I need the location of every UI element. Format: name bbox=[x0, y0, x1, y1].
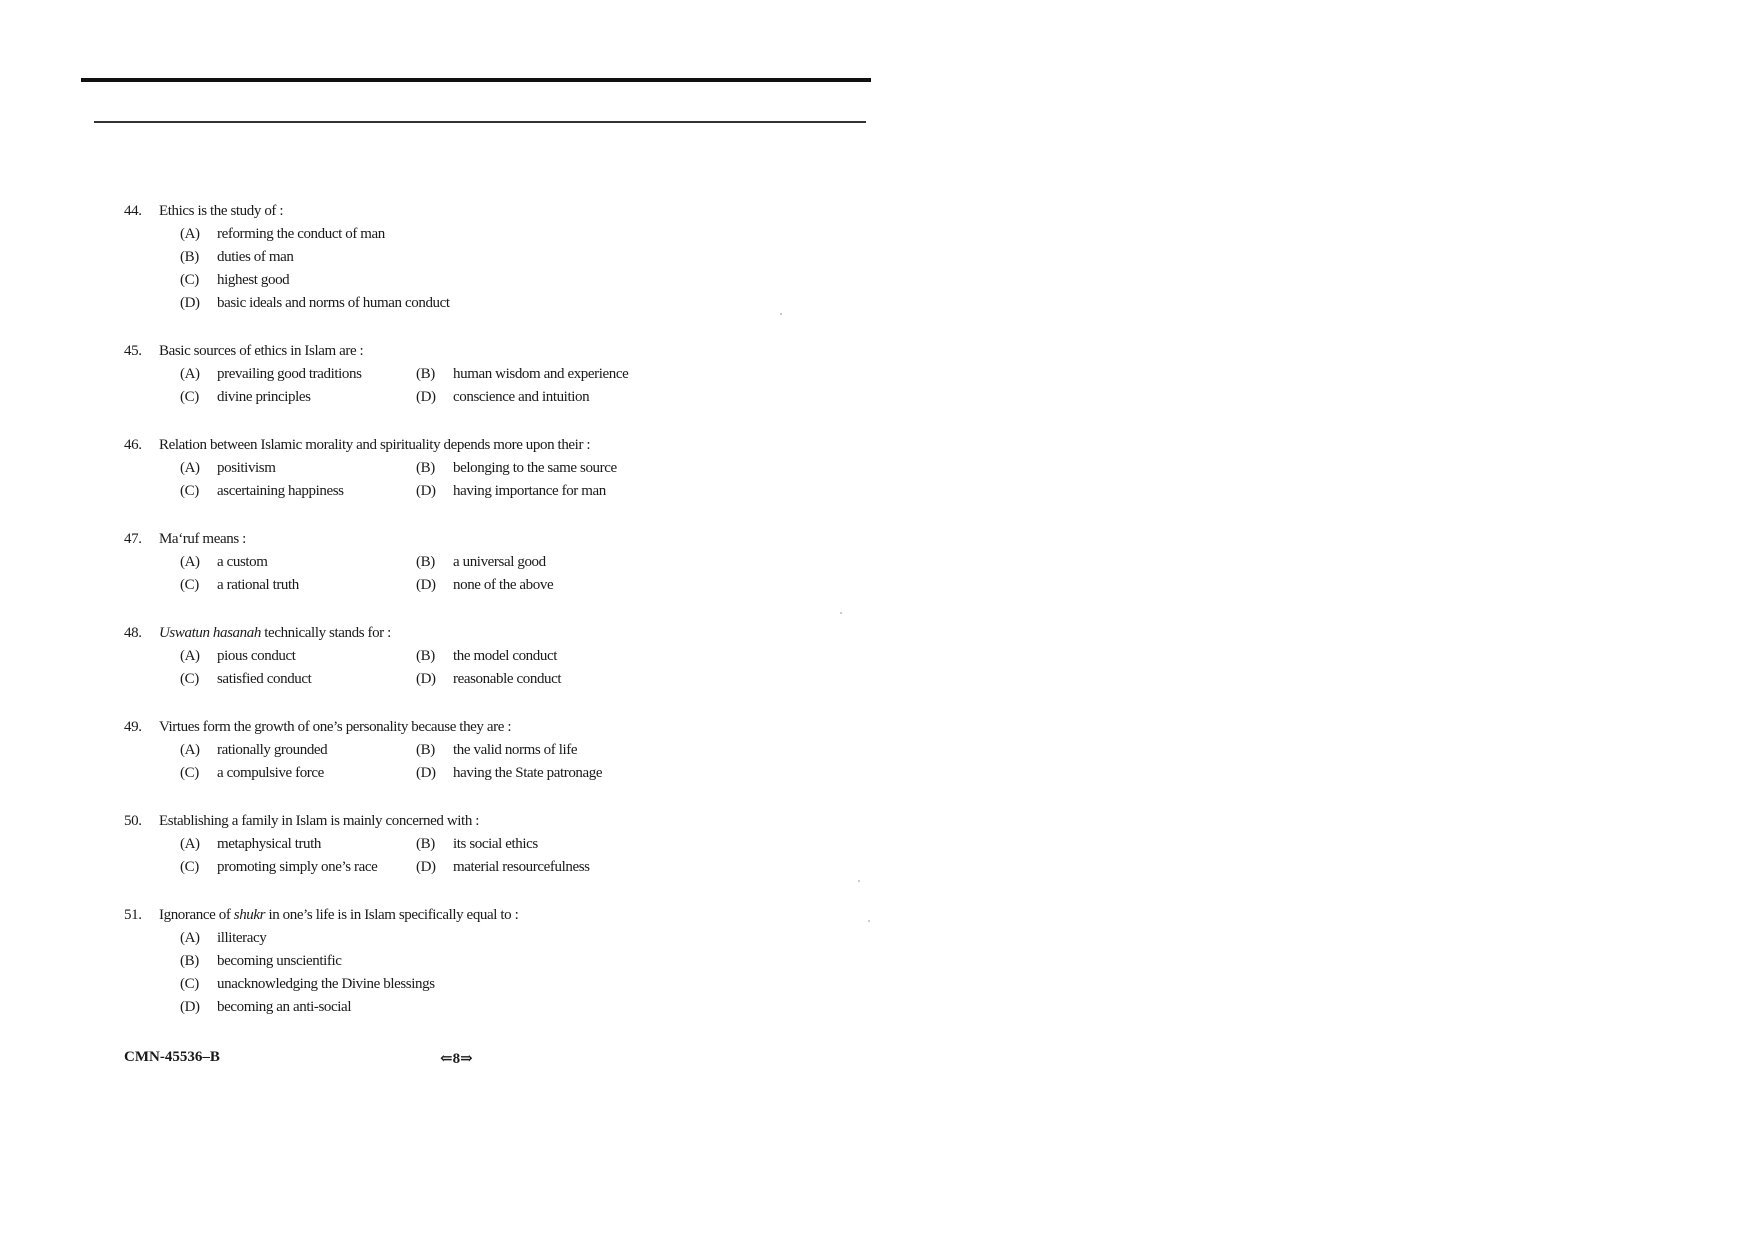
option-a bbox=[180, 457, 416, 480]
option-label: (D) bbox=[416, 577, 436, 593]
question-number: 47. bbox=[124, 531, 142, 547]
option-text: a universal good bbox=[453, 554, 546, 570]
top-rule bbox=[81, 78, 871, 82]
option-text: metaphysical truth bbox=[217, 836, 322, 852]
option-text: illiteracy bbox=[217, 930, 267, 946]
option-label: (D) bbox=[416, 483, 436, 499]
option-text: pious conduct bbox=[217, 648, 296, 664]
option-text: belonging to the same source bbox=[453, 460, 617, 476]
option-a bbox=[180, 645, 416, 668]
question-text-before: Ignorance of bbox=[159, 907, 234, 923]
question-45 bbox=[124, 340, 844, 409]
scan-speck bbox=[858, 880, 860, 882]
scan-speck bbox=[840, 612, 842, 614]
option-label: (A) bbox=[180, 742, 200, 758]
option-b bbox=[416, 551, 696, 574]
question-number: 50. bbox=[124, 813, 142, 829]
question-text: Ethics is the study of : bbox=[159, 203, 284, 219]
option-text: basic ideals and norms of human conduct bbox=[217, 295, 450, 311]
option-a bbox=[180, 739, 416, 762]
option-label: (D) bbox=[180, 999, 200, 1015]
option-label: (C) bbox=[180, 272, 199, 288]
question-text: Relation between Islamic morality and spirituality depends more upon their : bbox=[159, 437, 591, 453]
option-label: (C) bbox=[180, 389, 199, 405]
option-text: divine principles bbox=[217, 389, 311, 405]
option-c bbox=[180, 386, 416, 409]
option-text: promoting simply one’s race bbox=[217, 859, 378, 875]
option-label: (B) bbox=[180, 249, 199, 265]
option-label: (B) bbox=[416, 366, 435, 382]
option-label: (C) bbox=[180, 483, 199, 499]
option-text: becoming an anti-social bbox=[217, 999, 352, 1015]
second-rule bbox=[94, 121, 866, 123]
option-label: (B) bbox=[416, 460, 435, 476]
question-text: Ma‘ruf means : bbox=[159, 531, 246, 547]
question-text-rest: in one’s life is in Islam specifically equal to : bbox=[265, 907, 519, 923]
option-text: its social ethics bbox=[453, 836, 538, 852]
option-d bbox=[416, 762, 696, 785]
option-text: highest good bbox=[217, 272, 290, 288]
option-d bbox=[416, 574, 696, 597]
option-text: becoming unscientific bbox=[217, 953, 342, 969]
option-c bbox=[180, 762, 416, 785]
option-label: (D) bbox=[416, 859, 436, 875]
option-b bbox=[416, 363, 696, 386]
page-number: ⇐8⇒ bbox=[440, 1051, 473, 1067]
question-49 bbox=[124, 716, 844, 785]
option-text: the model conduct bbox=[453, 648, 558, 664]
option-text: positivism bbox=[217, 460, 276, 476]
question-text: Virtues form the growth of one’s personality because they are : bbox=[159, 719, 512, 735]
question-number: 48. bbox=[124, 625, 142, 641]
option-text: having importance for man bbox=[453, 483, 606, 499]
option-label: (D) bbox=[416, 389, 436, 405]
option-d bbox=[180, 996, 844, 1019]
option-label: (C) bbox=[180, 765, 199, 781]
option-label: (A) bbox=[180, 648, 200, 664]
option-a bbox=[180, 223, 844, 246]
question-text: Basic sources of ethics in Islam are : bbox=[159, 343, 364, 359]
option-label: (A) bbox=[180, 366, 200, 382]
option-a bbox=[180, 927, 844, 950]
question-text-rest: technically stands for : bbox=[260, 625, 391, 641]
option-text: a rational truth bbox=[217, 577, 299, 593]
option-b bbox=[416, 833, 696, 856]
option-a bbox=[180, 833, 416, 856]
option-label: (A) bbox=[180, 460, 200, 476]
option-text: human wisdom and experience bbox=[453, 366, 629, 382]
option-text: conscience and intuition bbox=[453, 389, 590, 405]
option-c bbox=[180, 480, 416, 503]
option-text: having the State patronage bbox=[453, 765, 603, 781]
option-label: (C) bbox=[180, 976, 199, 992]
question-text bbox=[159, 622, 844, 645]
option-label: (B) bbox=[416, 836, 435, 852]
option-text: a custom bbox=[217, 554, 268, 570]
question-number: 46. bbox=[124, 437, 142, 453]
option-b bbox=[180, 950, 844, 973]
option-label: (C) bbox=[180, 671, 199, 687]
question-48 bbox=[124, 622, 844, 691]
option-c bbox=[180, 574, 416, 597]
question-text-italic: Uswatun hasanah bbox=[159, 625, 261, 641]
option-text: rationally grounded bbox=[217, 742, 328, 758]
question-list bbox=[124, 200, 844, 1044]
question-number: 45. bbox=[124, 343, 142, 359]
scan-speck bbox=[868, 920, 870, 922]
option-label: (C) bbox=[180, 577, 199, 593]
option-text: reasonable conduct bbox=[453, 671, 562, 687]
option-label: (D) bbox=[416, 671, 436, 687]
option-label: (A) bbox=[180, 930, 200, 946]
option-label: (C) bbox=[180, 859, 199, 875]
option-label: (D) bbox=[180, 295, 200, 311]
question-46 bbox=[124, 434, 844, 503]
question-51 bbox=[124, 904, 844, 1019]
option-a bbox=[180, 363, 416, 386]
option-label: (A) bbox=[180, 226, 200, 242]
question-text bbox=[159, 904, 844, 927]
option-text: a compulsive force bbox=[217, 765, 324, 781]
option-a bbox=[180, 551, 416, 574]
option-text: material resourcefulness bbox=[453, 859, 590, 875]
option-text: duties of man bbox=[217, 249, 294, 265]
option-text: unacknowledging the Divine blessings bbox=[217, 976, 435, 992]
option-text: reforming the conduct of man bbox=[217, 226, 385, 242]
option-d bbox=[416, 856, 696, 879]
question-50 bbox=[124, 810, 844, 879]
option-b bbox=[416, 645, 696, 668]
option-label: (B) bbox=[416, 742, 435, 758]
option-d bbox=[180, 292, 844, 315]
option-label: (A) bbox=[180, 836, 200, 852]
option-text: satisfied conduct bbox=[217, 671, 312, 687]
option-text: ascertaining happiness bbox=[217, 483, 344, 499]
option-b bbox=[416, 457, 696, 480]
option-c bbox=[180, 269, 844, 292]
question-number: 44. bbox=[124, 203, 142, 219]
option-label: (A) bbox=[180, 554, 200, 570]
scan-speck bbox=[780, 313, 782, 315]
question-44 bbox=[124, 200, 844, 315]
question-text: Establishing a family in Islam is mainly concerned with : bbox=[159, 813, 480, 829]
option-c bbox=[180, 856, 416, 879]
option-label: (B) bbox=[416, 554, 435, 570]
option-label: (D) bbox=[416, 765, 436, 781]
paper-code: CMN-45536–B bbox=[124, 1049, 220, 1065]
question-47 bbox=[124, 528, 844, 597]
option-b bbox=[416, 739, 696, 762]
option-label: (B) bbox=[416, 648, 435, 664]
option-text: none of the above bbox=[453, 577, 554, 593]
option-c bbox=[180, 973, 844, 996]
option-b bbox=[180, 246, 844, 269]
option-d bbox=[416, 668, 696, 691]
option-text: prevailing good traditions bbox=[217, 366, 362, 382]
option-label: (B) bbox=[180, 953, 199, 969]
option-d bbox=[416, 480, 696, 503]
question-number: 49. bbox=[124, 719, 142, 735]
question-number: 51. bbox=[124, 907, 142, 923]
option-d bbox=[416, 386, 696, 409]
option-text: the valid norms of life bbox=[453, 742, 578, 758]
question-text-italic: shukr bbox=[233, 907, 266, 923]
option-c bbox=[180, 668, 416, 691]
